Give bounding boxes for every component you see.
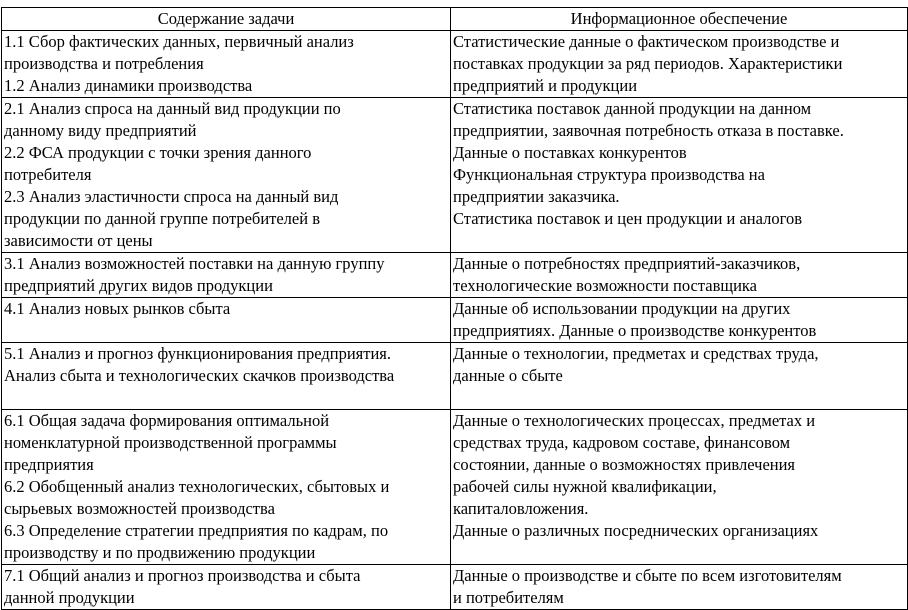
info-cell [451, 298, 908, 343]
info-line: Функциональная структура производства на [453, 165, 765, 184]
task-line: 4.1 Анализ новых рынков сбыта [4, 299, 231, 318]
info-line: данные о сбыте [453, 366, 563, 385]
info-line: поставках продукции за ряд периодов. Характеристики [453, 54, 843, 73]
task-line: продукции по данной группе потребителей в [4, 209, 320, 228]
task-cell [2, 31, 451, 98]
task-line: потребителя [4, 165, 92, 184]
info-cell [451, 410, 908, 565]
task-cell [2, 565, 451, 610]
info-line: Данные об использовании продукции на других [453, 299, 791, 318]
task-line: 6.1 Общая задача формирования оптимальной [4, 411, 330, 430]
info-line: Данные о потребностях предприятий-заказчиков, [453, 254, 801, 273]
task-line: производства и потребления [4, 54, 204, 73]
task-line: Анализ сбыта и технологических скачков производства [4, 366, 395, 385]
table-row [2, 565, 908, 610]
task-line: 5.1 Анализ и прогноз функционирования предприятия. [4, 344, 392, 363]
task-line: данному виду предприятий [4, 121, 197, 140]
task-line: 2.3 Анализ эластичности спроса на данный вид [4, 187, 339, 206]
table-row [2, 298, 908, 343]
table-row [2, 253, 908, 298]
info-line: предприятии, заявочная потребность отказа в поставке. [453, 121, 844, 140]
header-row [2, 8, 908, 31]
info-cell [451, 343, 908, 410]
info-line: Статистика поставок и цен продукции и аналогов [453, 209, 802, 228]
info-line: рабочей силы нужной квалификации, [453, 477, 717, 496]
info-cell [451, 253, 908, 298]
task-cell [2, 98, 451, 253]
header-info-support: Информационное обеспечение [451, 8, 908, 31]
task-line: 2.1 Анализ спроса на данный вид продукции по [4, 99, 341, 118]
task-line: номенклатурной производственной программы [4, 433, 337, 452]
header-task-content: Содержание задачи [2, 8, 451, 31]
info-line: Данные о поставках конкурентов [453, 143, 687, 162]
table-row [2, 343, 908, 410]
info-line: капиталовложения. [453, 499, 589, 518]
task-line: 3.1 Анализ возможностей поставки на данную группу [4, 254, 385, 273]
info-cell [451, 31, 908, 98]
info-line: состоянии, данные о возможностях привлечения [453, 455, 796, 474]
task-line: 1.2 Анализ динамики производства [4, 76, 253, 95]
info-cell [451, 565, 908, 610]
info-line: Статистические данные о фактическом производстве и [453, 32, 840, 51]
table-row [2, 410, 908, 565]
task-line: производству и по продвижению продукции [4, 543, 316, 562]
task-cell [2, 253, 451, 298]
task-line: зависимости от цены [4, 231, 153, 250]
info-line: Данные о технологических процессах, предметах и [453, 411, 816, 430]
info-cell [451, 98, 908, 253]
blank-line [4, 387, 448, 409]
info-line: и потребителям [453, 588, 564, 607]
task-line: 6.2 Обобщенный анализ технологических, сбытовых и [4, 477, 390, 496]
info-line: Данные о различных посреднических организациях [453, 521, 819, 540]
info-line: предприятий и продукции [453, 76, 638, 95]
task-line: 2.2 ФСА продукции с точки зрения данного [4, 143, 312, 162]
task-line: 6.3 Определение стратегии предприятия по кадрам, по [4, 521, 389, 540]
task-line: предприятия [4, 455, 94, 474]
info-line: средствах труда, кадровом составе, финансовом [453, 433, 791, 452]
info-line: технологические возможности поставщика [453, 276, 758, 295]
task-cell [2, 410, 451, 565]
task-cell [2, 343, 451, 410]
info-line: Данные о производстве и сбыте по всем изготовителям [453, 566, 842, 585]
task-cell [2, 298, 451, 343]
task-line: сырьевых возможностей производства [4, 499, 275, 518]
table-row [2, 31, 908, 98]
task-line: 7.1 Общий анализ и прогноз производства и сбыта [4, 566, 361, 585]
info-line: предприятиях. Данные о производстве конкурентов [453, 321, 817, 340]
info-line: Данные о технологии, предметах и средствах труда, [453, 344, 819, 363]
info-line: Статистика поставок данной продукции на данном [453, 99, 812, 118]
task-line: данной продукции [4, 588, 135, 607]
task-line: предприятий других видов продукции [4, 276, 273, 295]
info-line: предприятии заказчика. [453, 187, 620, 206]
task-info-table [1, 7, 908, 610]
task-line: 1.1 Сбор фактических данных, первичный анализ [4, 32, 354, 51]
table-row [2, 98, 908, 253]
